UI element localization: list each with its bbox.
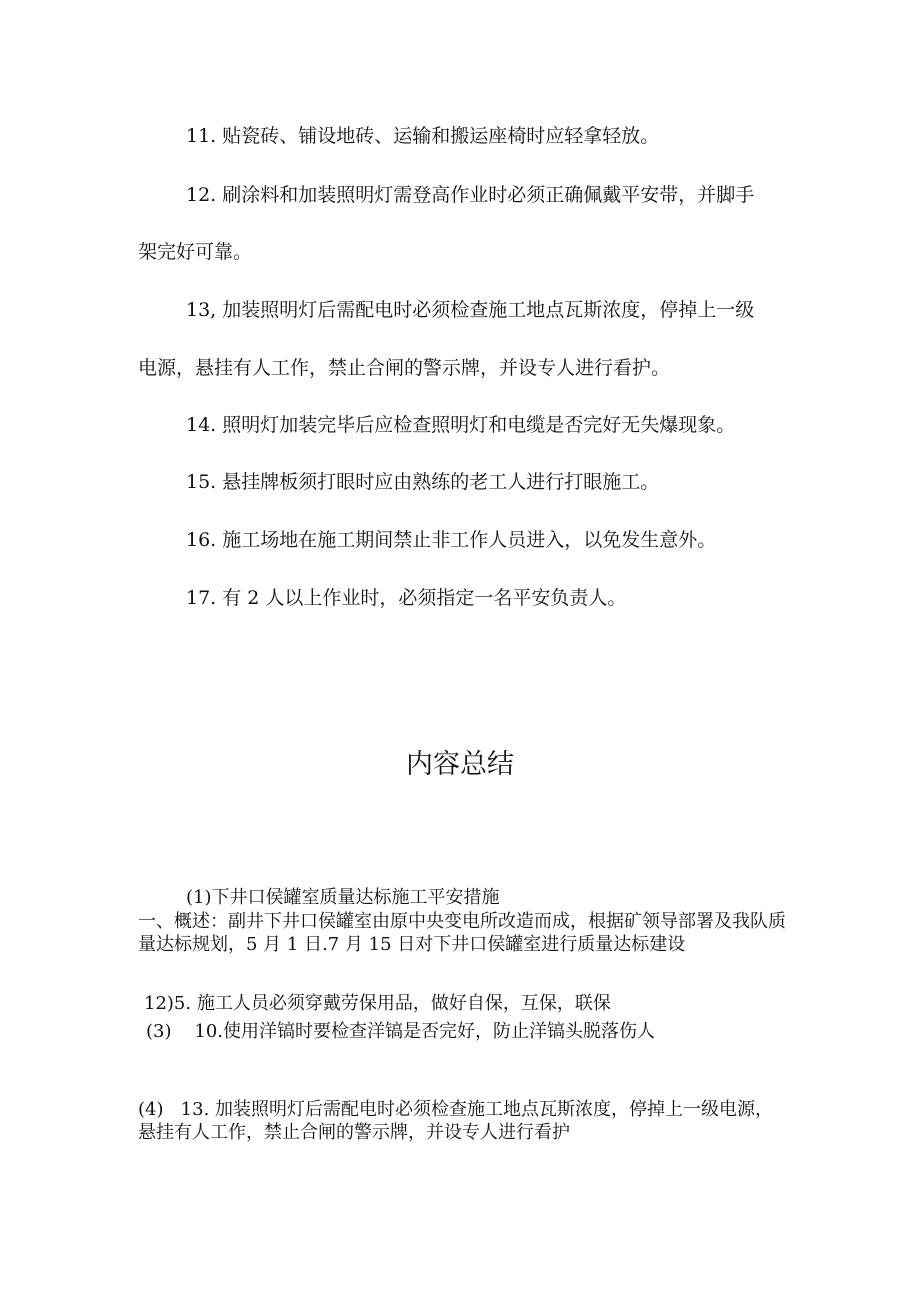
item-12-cont: 架完好可靠。 (138, 241, 253, 263)
summary-line-3: 12)5. 施工人员必须穿戴劳保用品，做好自保，互保，联保 (144, 993, 611, 1014)
summary-line-1: (1)下井口侯罐室质量达标施工平安措施 (186, 887, 500, 908)
item-16: 16. 施工场地在施工期间禁止非工作人员进入，以免发生意外。 (186, 529, 717, 551)
item-17: 17. 有 2 人以上作业时，必须指定一名平安负责人。 (186, 587, 627, 609)
item-11: 11. 贴瓷砖、铺设地砖、运输和搬运座椅时应轻拿轻放。 (186, 125, 660, 147)
item-13-cont: 电源，悬挂有人工作，禁止合闸的警示牌，并设专人进行看护。 (138, 357, 671, 379)
item-15: 15. 悬挂牌板须打眼时应由熟练的老工人进行打眼施工。 (186, 471, 660, 493)
item-14: 14. 照明灯加装完毕后应检查照明灯和电缆是否完好无失爆现象。 (186, 414, 736, 436)
item-12: 12. 刷涂料和加装照明灯需登高作业时必须正确佩戴平安带，并脚手 (186, 184, 755, 206)
summary-heading: 内容总结 (406, 749, 514, 780)
summary-line-5: (4) 13. 加装照明灯后需配电时必须检查施工地点瓦斯浓度，停掉上一级电源，悬挂有人工作，禁止合闸的警示牌，并设专人进行看护 (138, 1099, 774, 1143)
summary-overview: 一、概述：副井下井口侯罐室由原中央变电所改造而成，根据矿领导部署及我队质量达标规划，5 月 1 日.7 月 15 日对下井口侯罐室进行质量达标建设 (138, 911, 786, 955)
summary-line-4: (3) 10.使用洋镐时要检查洋镐是否完好，防止洋镐头脱落伤人 (146, 1021, 656, 1042)
item-13: 13, 加装照明灯后需配电时必须检查施工地点瓦斯浓度，停掉上一级 (186, 299, 755, 321)
